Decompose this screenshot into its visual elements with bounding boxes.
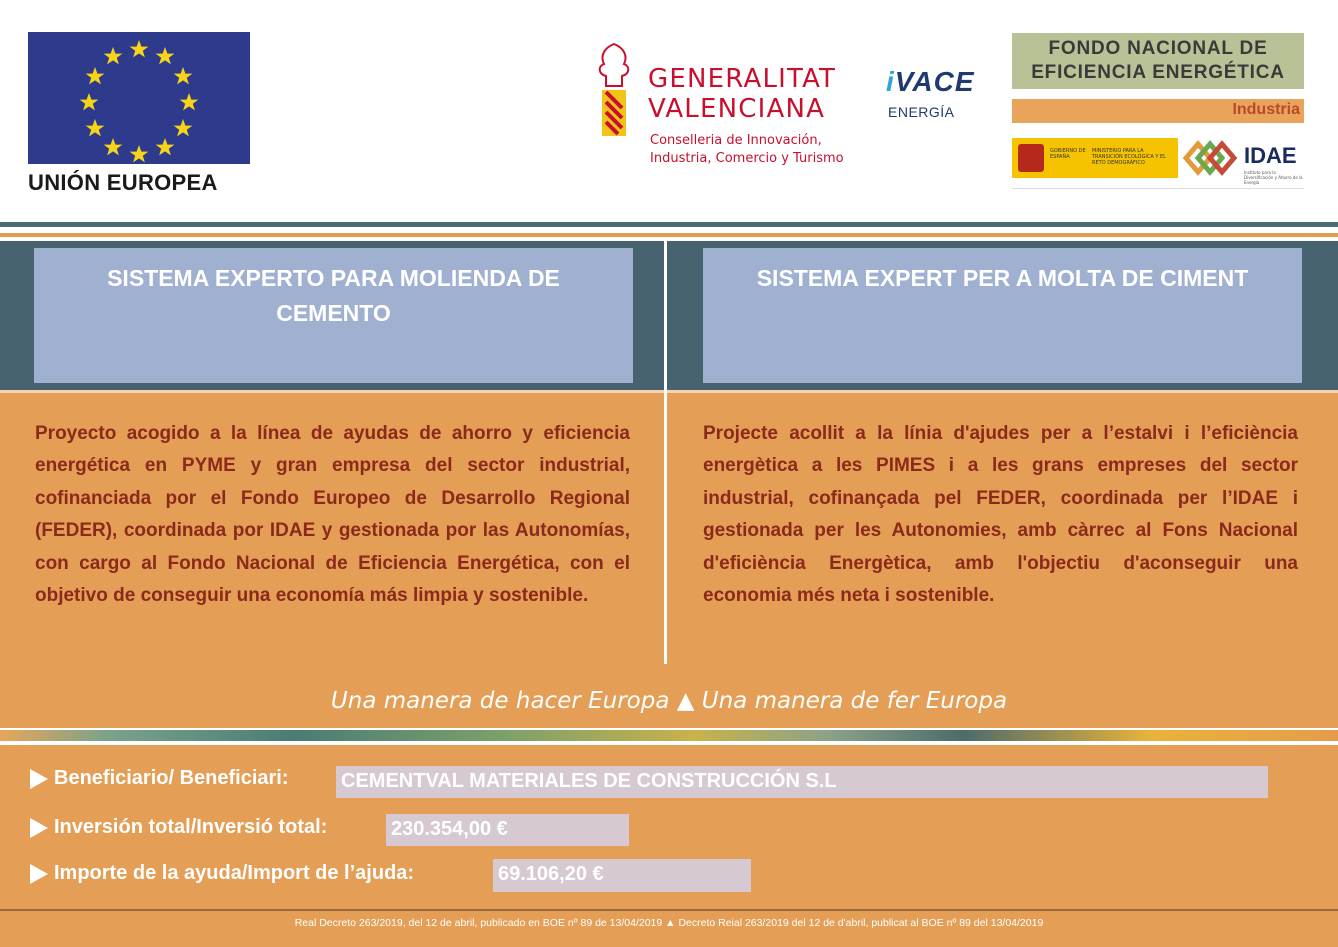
generalitat-emblem-icon bbox=[594, 42, 634, 142]
separator-teal bbox=[0, 222, 1338, 227]
generalitat-line1: GENERALITAT bbox=[648, 64, 837, 94]
idae-label: IDAE bbox=[1244, 143, 1297, 168]
investment-label: Inversión total/Inversió total: bbox=[54, 816, 328, 838]
fondo-nacional-title bbox=[1012, 37, 1304, 85]
eu-label: UNIÓN EUROPEA bbox=[28, 170, 218, 195]
project-title-es: SISTEMA EXPERTO PARA MOLIENDA DE CEMENTO bbox=[107, 265, 560, 326]
separator-orange bbox=[0, 233, 1338, 237]
description-es: Proyecto acogido a la línea de ayudas de ahorro y eficiencia energética en PYME y gran empresa del sector industrial, cofinanciada por el Fondo Europeo de Desarrollo Regional (FEDER), coordinada por IDAE y gestionada por las Autonomías, con cargo al Fondo Nacional de Eficiencia Energética, con el objetivo de conseguir una economía más limpia y sostenible. bbox=[35, 423, 630, 607]
idae-mark-icon bbox=[1182, 137, 1238, 179]
aid-label: Importe de la ayuda/Import de l’ajuda: bbox=[54, 862, 415, 884]
investment-row bbox=[30, 816, 327, 839]
generalitat-title bbox=[648, 64, 836, 124]
aid-row bbox=[30, 862, 414, 885]
ivace-subtitle: ENERGÍA bbox=[888, 104, 955, 120]
aid-value: 69.106,20 € bbox=[493, 859, 751, 892]
gobierno-espana-logo bbox=[1012, 138, 1178, 178]
motto-va: Una manera de fer Europa bbox=[701, 688, 1008, 714]
conselleria-text bbox=[650, 132, 844, 168]
legal-footer: Real Decreto 263/2019, del 12 de abril, publicado en BOE nº 89 de 13/04/2019 ▲ Decreto Reial 263/2019 del 12 de d'abril, publicat al BOE nº 89 del 13/04/2019 bbox=[0, 911, 1338, 947]
idae-subtitle: Instituto para la Diversificación y Ahorro de la Energía bbox=[1244, 170, 1303, 185]
title-box-va bbox=[703, 248, 1302, 383]
ministerio-text: MINISTERIO PARA LA TRANSICIÓN ECOLÓGICA Y EL RETO DEMOGRÁFICO bbox=[1092, 148, 1166, 166]
fondo-line1: FONDO NACIONAL DE bbox=[1048, 38, 1268, 59]
beneficiary-value: CEMENTVAL MATERIALES DE CONSTRUCCIÓN S.L bbox=[336, 766, 1268, 798]
investment-value: 230.354,00 € bbox=[386, 814, 629, 846]
header-rule bbox=[1012, 188, 1304, 189]
fondo-nacional-box bbox=[1012, 33, 1304, 89]
industria-badge: Industria bbox=[1232, 101, 1300, 118]
arrow-right-icon bbox=[30, 769, 48, 789]
conselleria-line1: Conselleria de Innovación, bbox=[650, 133, 822, 148]
triangle-icon: ▲ bbox=[676, 688, 695, 714]
beneficiary-label: Beneficiario/ Beneficiari: bbox=[54, 767, 289, 789]
arrow-right-icon bbox=[30, 864, 48, 884]
horizontal-divider bbox=[0, 390, 1338, 393]
fondo-line2: EFICIENCIA ENERGÉTICA bbox=[1031, 62, 1285, 83]
eu-flag-logo bbox=[28, 32, 250, 164]
fondo-industria-bar bbox=[1012, 99, 1304, 123]
motto-es: Una manera de hacer Europa bbox=[330, 688, 670, 714]
arrow-right-icon bbox=[30, 818, 48, 838]
generalitat-line2: VALENCIANA bbox=[648, 94, 826, 124]
ivace-logo-i: i bbox=[886, 66, 895, 97]
project-title-va: SISTEMA EXPERT PER A MOLTA DE CIMENT bbox=[756, 265, 1249, 291]
ivace-logo-rest: VACE bbox=[894, 66, 975, 97]
gradient-band bbox=[0, 730, 1338, 741]
title-box-es bbox=[34, 248, 633, 383]
description-va: Projecte acollit a la línia d'ajudes per a l’estalvi i l’eficiència energètica a les PIMES i a les grans empreses del sector industrial, cofinançada pel FEDER, coordinada per l’IDAE i gestionada per les Autonomies, amb càrrec al Fons Nacional d'eficiència Energètica, amb l'objectiu d'aconseguir una economia més neta i sostenible. bbox=[703, 423, 1298, 607]
gobierno-text: GOBIERNO DE ESPAÑA bbox=[1050, 148, 1086, 160]
beneficiary-row bbox=[30, 767, 289, 790]
eu-stars-icon bbox=[28, 32, 250, 164]
conselleria-line2: Industria, Comercio y Turismo bbox=[650, 151, 844, 166]
column-divider bbox=[664, 241, 667, 664]
spain-shield-icon bbox=[1018, 144, 1044, 172]
ivace-logo bbox=[886, 66, 975, 98]
motto bbox=[0, 688, 1338, 714]
